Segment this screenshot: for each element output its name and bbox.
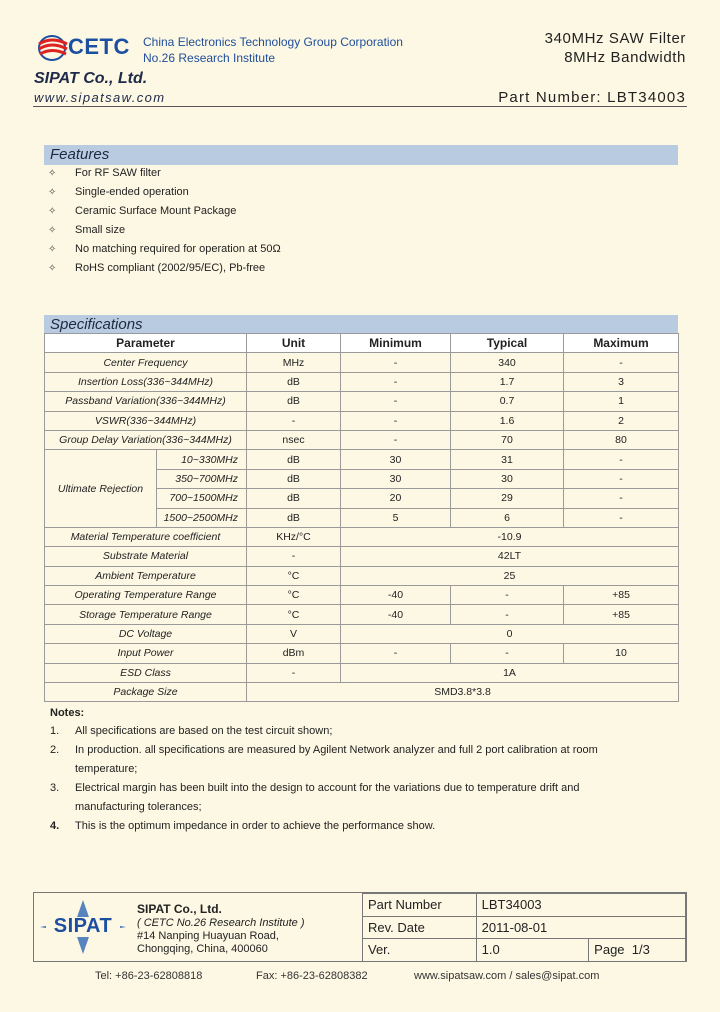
note-item: 3. Electrical margin has been built into the design to account for the variations due to temperature drift and manufacturing tolerances; (50, 782, 580, 813)
table-row: Rev. Date 2011-08-01 (363, 916, 686, 939)
table-row: Part Number LBT34003 (363, 894, 686, 917)
table-row: 1500~2500MHz dB 5 6 - (45, 508, 679, 527)
table-row: Material Temperature coefficient KHz/°C -10.9 (45, 527, 679, 546)
table-row: Operating Temperature Range °C -40 - +85 (45, 586, 679, 605)
sipat-logo (38, 898, 128, 956)
list-item: ✧ Ceramic Surface Mount Package (48, 203, 281, 222)
specifications-table (44, 333, 679, 702)
footer-institute: ( CETC No.26 Research Institute ) (137, 917, 305, 929)
notes-title: Notes: (50, 707, 85, 719)
diamond-bullet-icon: ✧ (48, 263, 57, 274)
website-link[interactable]: www.sipatsaw.com (34, 90, 166, 105)
footer-company: SIPAT Co., Ltd. (137, 902, 222, 916)
product-line1: 340MHz SAW Filter (544, 30, 686, 47)
notes-section (50, 704, 650, 836)
list-item: ✧ Single-ended operation (48, 184, 281, 203)
table-row: Passband Variation(336~344MHz) dB - 0.7 1 (45, 392, 679, 411)
table-row: Package Size SMD3.8*3.8 (45, 683, 679, 702)
table-row: Group Delay Variation(336~344MHz) nsec - 70 80 (45, 430, 679, 449)
cetc-logo-text: CETC (68, 34, 130, 59)
col-header-unit: Unit (247, 334, 341, 353)
table-header-row (45, 334, 679, 353)
sipat-logo-text: SIPAT (53, 915, 113, 937)
header-divider (33, 106, 687, 107)
table-row: ESD Class - 1A (45, 663, 679, 682)
cetc-logo (36, 30, 136, 64)
part-number-header: Part Number: LBT34003 (498, 89, 686, 106)
footer-tel: Tel: +86-23-62808818 (95, 970, 203, 982)
list-item: ✧ Small size (48, 222, 281, 241)
features-heading: Features (44, 145, 678, 165)
footer-address2: Chongqing, China, 400060 (137, 943, 268, 955)
table-row: Input Power dBm - - 10 (45, 644, 679, 663)
org-line1: China Electronics Technology Group Corporation (143, 35, 403, 49)
org-line2: No.26 Research Institute (143, 51, 276, 65)
diamond-bullet-icon: ✧ (48, 206, 57, 217)
features-list (48, 165, 281, 279)
company-name: SIPAT Co., Ltd. (34, 70, 148, 87)
diamond-bullet-icon: ✧ (48, 168, 57, 179)
list-item: ✧ No matching required for operation at 50Ω (48, 241, 281, 260)
page-value: 1/3 (631, 942, 650, 958)
footer-address1: #14 Nanping Huayuan Road, (137, 930, 279, 942)
table-row: VSWR(336~344MHz) - - 1.6 2 (45, 411, 679, 430)
table-row: Storage Temperature Range °C -40 - +85 (45, 605, 679, 624)
footer-fax: Fax: +86-23-62808382 (256, 970, 368, 982)
cetc-globe-icon (36, 32, 70, 62)
footer-web-email[interactable]: www.sipatsaw.com / sales@sipat.com (414, 970, 600, 982)
table-row: DC Voltage V 0 (45, 624, 679, 643)
col-header-parameter: Parameter (45, 334, 247, 353)
note-item: 4. This is the optimum impedance in order to achieve the performance show. (50, 820, 436, 832)
diamond-bullet-icon: ✧ (48, 244, 57, 255)
col-header-maximum: Maximum (564, 334, 679, 353)
table-row: 350~700MHz dB 30 30 - (45, 469, 679, 488)
page-label: Page (594, 942, 625, 958)
table-row: 700~1500MHz dB 20 29 - (45, 489, 679, 508)
table-row: Ver. 1.0 Page 1/3 (363, 939, 686, 962)
col-header-minimum: Minimum (341, 334, 451, 353)
table-row: Substrate Material - 42LT (45, 547, 679, 566)
document-info-table (362, 893, 686, 962)
ultimate-rejection-label: Ultimate Rejection (45, 450, 157, 528)
note-item: 1. All specifications are based on the test circuit shown; (50, 725, 333, 737)
table-row: Ultimate Rejection 10~330MHz dB 30 31 - (45, 450, 679, 469)
specifications-heading: Specifications (44, 315, 678, 335)
diamond-bullet-icon: ✧ (48, 187, 57, 198)
product-line2: 8MHz Bandwidth (564, 49, 686, 66)
diamond-bullet-icon: ✧ (48, 225, 57, 236)
note-item: 2. In production. all specifications are measured by Agilent Network analyzer and full 2 port calibration at room temperature; (50, 744, 598, 775)
table-row: Center Frequency MHz - 340 - (45, 353, 679, 372)
list-item: ✧ For RF SAW filter (48, 165, 281, 184)
table-row: Ambient Temperature °C 25 (45, 566, 679, 585)
list-item: ✧ RoHS compliant (2002/95/EC), Pb-free (48, 260, 281, 279)
table-row: Insertion Loss(336~344MHz) dB - 1.7 3 (45, 372, 679, 391)
col-header-typical: Typical (451, 334, 564, 353)
